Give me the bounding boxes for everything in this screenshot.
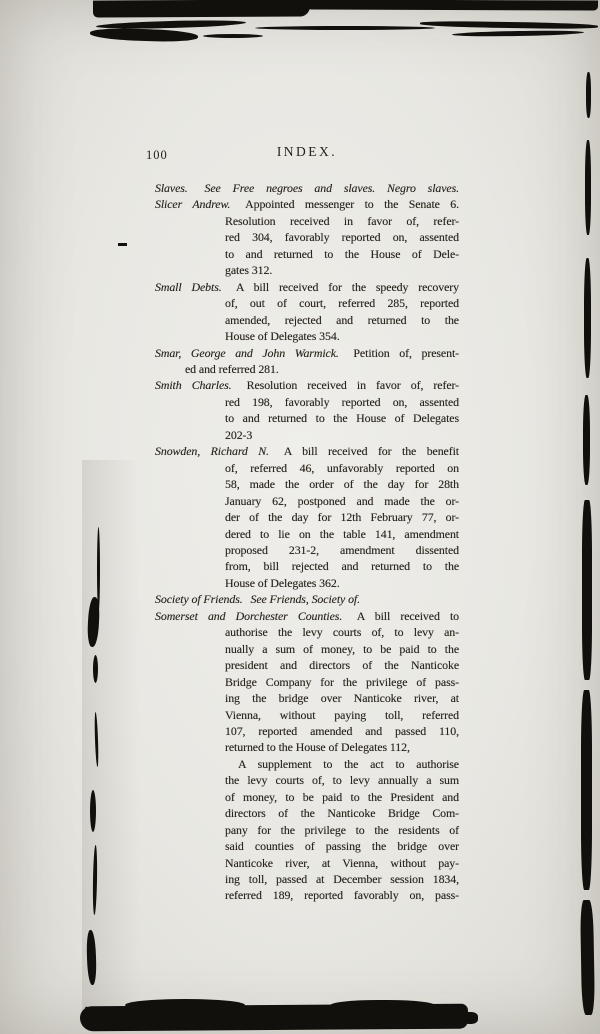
index-line: A supplement to the act to authorise [238, 756, 459, 771]
entry-text: Resolution received in favor of, refer- [246, 378, 459, 393]
index-line: January 62, postponed and made the or- [225, 493, 459, 508]
index-line: ing the bridge over Nanticoke river, at [225, 691, 459, 706]
scan-artifact-top-streak [255, 26, 435, 30]
index-line: 202-3 [225, 427, 253, 442]
index-line: amended, rejected and returned to the [225, 312, 459, 327]
index-entry [155, 608, 459, 904]
index-line: House of Delegates 362. [225, 575, 340, 590]
entry-text: See Friends, Society of. [250, 592, 361, 607]
scan-artifact-bottom-bump [125, 999, 245, 1011]
scan-artifact-margin-dash [118, 243, 127, 246]
scan-artifact-right-edge [584, 258, 591, 378]
index-line: dered to lie on the table 141, amendment [225, 526, 459, 541]
index-line: to and returned to the House of Dele- [225, 246, 459, 261]
scan-artifact-left-dash [93, 655, 98, 683]
index-entry-first-line [155, 608, 459, 624]
scan-artifact-top-streak [452, 30, 584, 37]
index-entry [155, 279, 459, 345]
index-entry-first-line [155, 279, 459, 295]
scan-artifact-right-edge [581, 690, 592, 890]
scan-artifact-left-dash [90, 790, 96, 832]
index-line: Bridge Company for the privilege of pass- [225, 674, 459, 689]
index-line: gates 312. [225, 263, 273, 278]
scan-artifact-bottom-tail [462, 1012, 478, 1024]
index-entry-first-line [155, 591, 459, 607]
page-number: 100 [146, 148, 168, 162]
index-line: ing toll, passed at December session 1834, [225, 872, 459, 887]
index-line: to and returned to the House of Delegates [225, 411, 459, 426]
scan-artifact-right-edge [580, 900, 595, 1015]
index-line: returned to the House of Delegates 112, [225, 740, 410, 755]
entry-text: A bill received for the benefit [283, 444, 460, 459]
entry-term: Slicer Andrew. [155, 197, 231, 212]
index-line: authorise the levy courts of, to levy an- [225, 625, 459, 640]
scan-artifact-top-streak [203, 34, 263, 38]
index-entry [155, 196, 459, 278]
index-line: of money, to be paid to the President and [225, 789, 459, 804]
index-line: nually a sum of money, to be paid to the [225, 641, 459, 656]
index-entry-first-line [155, 196, 459, 212]
index-line: referred 189, reported favorably on, pass- [225, 888, 459, 903]
page-title: INDEX. [276, 144, 338, 159]
entry-term: Smith Charles. [155, 378, 232, 393]
index-line: red 304, favorably reported on, assented [225, 230, 459, 245]
scan-artifact-right-edge [585, 140, 591, 235]
scan-artifact-top-blob [90, 27, 198, 43]
entry-text: Petition of, present- [353, 345, 460, 360]
scan-artifact-right-edge [582, 500, 592, 680]
entry-text: Appointed messenger to the Senate 6. [245, 197, 460, 212]
index-entry [155, 180, 459, 196]
index-line: the levy courts of, to levy annually a sum [225, 773, 459, 788]
scan-artifact-bottom-bump [330, 1000, 435, 1012]
index-line: proposed 231-2, amendment dissented [225, 542, 459, 557]
index-line: of, out of court, referred 285, reported [225, 296, 459, 311]
index-line: der of the day for 12th February 77, or- [225, 510, 459, 525]
scan-artifact-top-bar-right [302, 0, 598, 11]
scan-artifact-right-edge [583, 395, 590, 485]
scan-artifact-top-bar-left [93, 0, 310, 18]
index-line: ed and referred 281. [185, 361, 279, 376]
index-entry [155, 377, 459, 443]
index-line: Resolution received in favor of, refer- [225, 213, 459, 228]
scan-artifact-right-edge [586, 72, 591, 118]
entry-term: Snowden, Richard N. [155, 444, 269, 459]
index-line: from, bill rejected and returned to the [225, 559, 459, 574]
entry-text: See Free negroes and slaves. Negro slaves. [204, 181, 460, 195]
entry-term: Slaves. [155, 181, 188, 195]
index-line: 107, reported amended and passed 110, [225, 723, 459, 738]
index-line: president and directors of the Nanticoke [225, 658, 459, 673]
index-line: pany for the privilege to the residents of [225, 822, 459, 837]
index-line: red 198, favorably reported on, assented [225, 394, 459, 409]
index-entry-first-line [155, 345, 459, 361]
entry-text: A bill received to [356, 608, 460, 623]
entry-term: Small Debts. [155, 279, 222, 294]
index-line: said counties of passing the bridge over [225, 839, 459, 854]
index-entry [155, 443, 459, 591]
entry-term: Somerset and Dorchester Counties. [155, 608, 343, 623]
index-line: of, referred 46, unfavorably reported on [225, 460, 459, 475]
index-line: Nanticoke river, at Vienna, without pay- [225, 855, 459, 870]
index-line: directors of the Nanticoke Bridge Com- [225, 806, 459, 821]
index-entry [155, 345, 459, 378]
index-entry [155, 591, 459, 607]
index-line: House of Delegates 354. [225, 329, 340, 344]
index-line: Vienna, without paying toll, referred [225, 707, 459, 722]
scan-artifact-top-streak [420, 20, 598, 29]
index-entry-first-line [155, 443, 459, 459]
index-entry-first-line [155, 377, 459, 393]
entry-term: Society of Friends. [155, 592, 243, 607]
entry-term: Smar, George and John Warmick. [155, 345, 339, 360]
index-entries [155, 180, 459, 904]
index-entry-first-line [155, 180, 459, 196]
index-line: 58, made the order of the day for 28th [225, 477, 459, 492]
entry-text: A bill received for the speedy recovery [235, 279, 459, 294]
